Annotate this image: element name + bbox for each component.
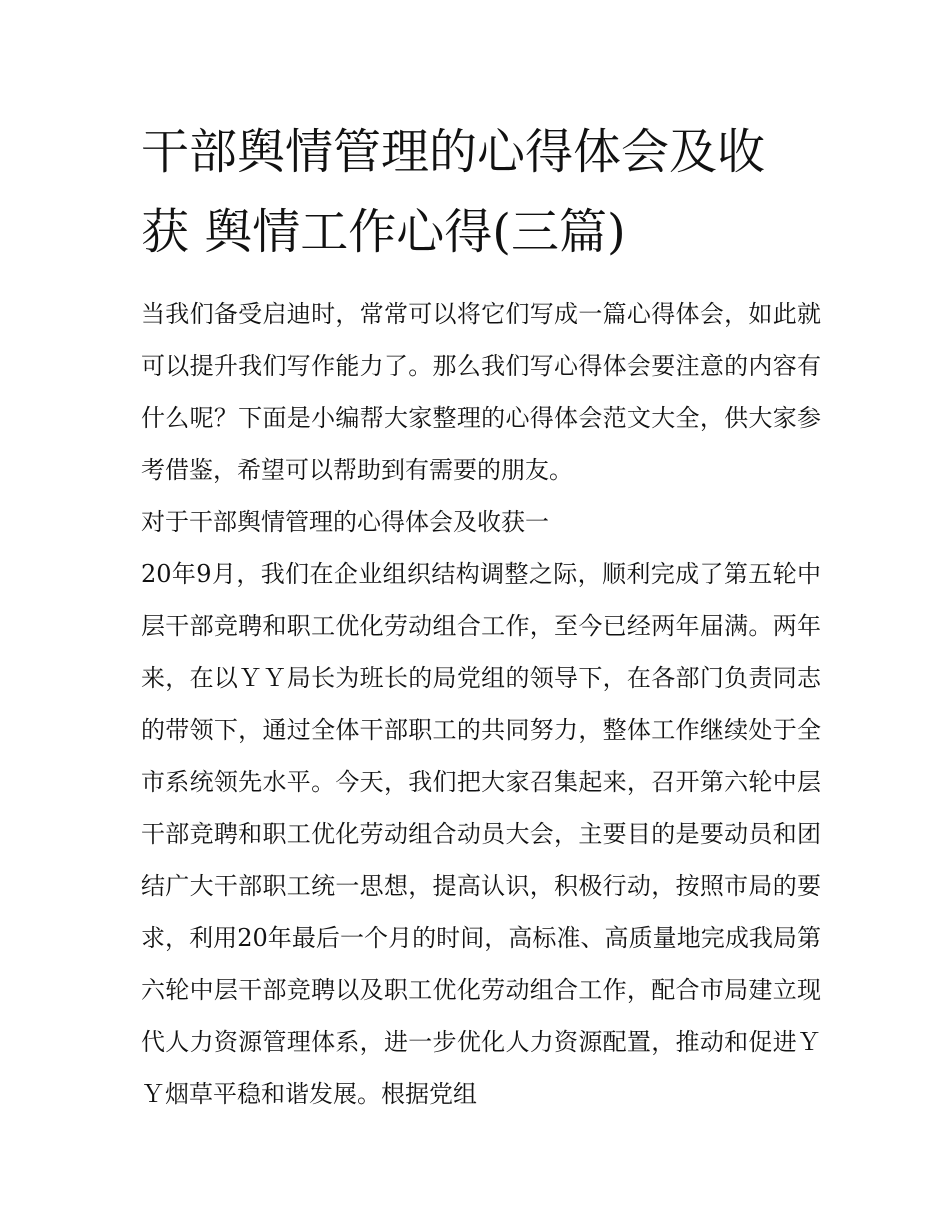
body-paragraph: 20年9月，我们在企业组织结构调整之际，顺利完成了第五轮中层干部竞聘和职工优化劳动组合工作，至今已经两年届满。两年来，在以ＹＹ局长为班长的局党组的领导下，在各部门负责同志的带领下，通过全体干部职工的共同努力，整体工作继续处于全市系统领先水平。今天，我们把大家召集起来，召开第六轮中层干部竞聘和职工优化劳动组合动员大会，主要目的是要动员和团结广大干部职工统一思想，提高认识，积极行动，按照市局的要求，利用20年最后一个月的时间，高标准、高质量地完成我局第六轮中层干部竞聘以及职工优化劳动组合工作，配合市局建立现代人力资源管理体系，进一步优化人力资源配置，推动和促进ＹＹ烟草平稳和谐发展。根据党组 bbox=[141, 560, 821, 1108]
document-title: 干部舆情管理的心得体会及收获 舆情工作心得(三篇) bbox=[141, 124, 766, 260]
section-heading: 对于干部舆情管理的心得体会及收获一 bbox=[141, 508, 549, 536]
document-page bbox=[141, 112, 821, 1120]
intro-paragraph: 当我们备受启迪时，常常可以将它们写成一篇心得体会，如此就可以提升我们写作能力了。那么我们写心得体会要注意的内容有什么呢？下面是小编帮大家整理的心得体会范文大全，供大家参考借鉴，希望可以帮助到有需要的朋友。 bbox=[141, 300, 821, 484]
